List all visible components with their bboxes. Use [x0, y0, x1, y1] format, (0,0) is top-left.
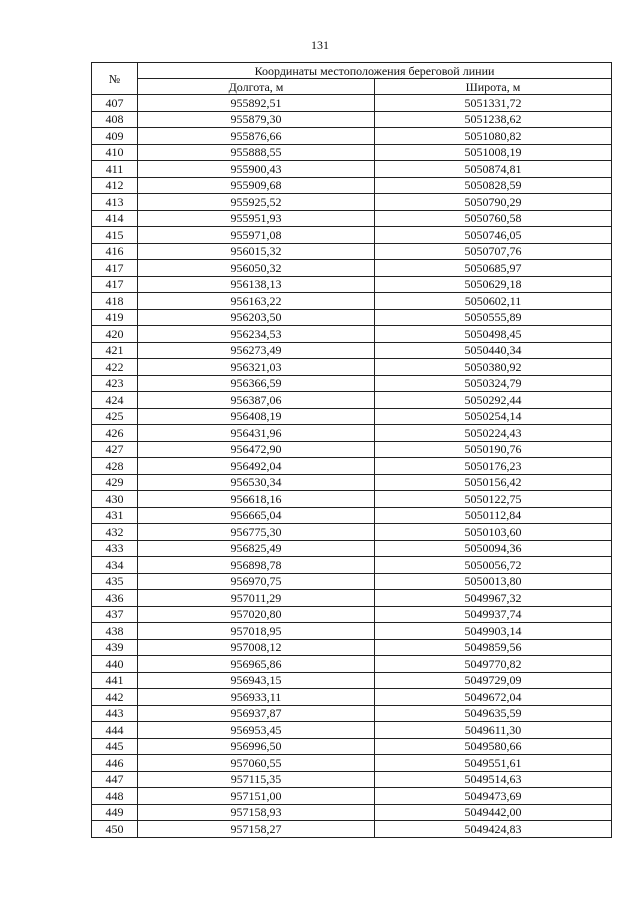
latitude-cell: 5050707,76	[375, 243, 612, 260]
longitude-cell: 955900,43	[138, 161, 375, 178]
table-row	[92, 606, 612, 623]
longitude-cell: 957115,35	[138, 771, 375, 788]
table-row	[92, 194, 612, 211]
point-number-cell: 417	[92, 260, 138, 277]
longitude-cell: 956050,32	[138, 260, 375, 277]
latitude-cell: 5049442,00	[375, 804, 612, 821]
point-number-cell: 417	[92, 276, 138, 293]
table-row	[92, 491, 612, 508]
longitude-cell: 956898,78	[138, 557, 375, 574]
longitude-cell: 955888,55	[138, 144, 375, 161]
longitude-cell: 957018,95	[138, 623, 375, 640]
longitude-cell: 957060,55	[138, 755, 375, 772]
table-row	[92, 524, 612, 541]
table-row	[92, 474, 612, 491]
table-row	[92, 672, 612, 689]
table-row	[92, 359, 612, 376]
point-number-cell: 439	[92, 639, 138, 656]
longitude-cell: 956366,59	[138, 375, 375, 392]
longitude-cell: 955925,52	[138, 194, 375, 211]
latitude-cell: 5050629,18	[375, 276, 612, 293]
point-number-cell: 447	[92, 771, 138, 788]
coordinates-group-header: Координаты местоположения береговой линии	[138, 63, 612, 79]
point-number-cell: 422	[92, 359, 138, 376]
table-row	[92, 161, 612, 178]
longitude-cell: 956825,49	[138, 540, 375, 557]
latitude-cell: 5050094,36	[375, 540, 612, 557]
point-number-cell: 416	[92, 243, 138, 260]
longitude-cell: 956530,34	[138, 474, 375, 491]
table-row	[92, 243, 612, 260]
table-row	[92, 144, 612, 161]
table-row	[92, 788, 612, 805]
table-row	[92, 375, 612, 392]
point-number-cell: 435	[92, 573, 138, 590]
point-number-cell: 450	[92, 821, 138, 838]
table-row	[92, 507, 612, 524]
longitude-cell: 956665,04	[138, 507, 375, 524]
table-row	[92, 260, 612, 277]
point-number-cell: 434	[92, 557, 138, 574]
latitude-cell: 5050190,76	[375, 441, 612, 458]
table-header	[92, 63, 612, 95]
latitude-cell: 5050176,23	[375, 458, 612, 475]
point-number-cell: 449	[92, 804, 138, 821]
table-row	[92, 177, 612, 194]
longitude-cell: 956234,53	[138, 326, 375, 343]
point-number-cell: 441	[92, 672, 138, 689]
point-number-cell: 444	[92, 722, 138, 739]
latitude-cell: 5049424,83	[375, 821, 612, 838]
latitude-cell: 5050156,42	[375, 474, 612, 491]
point-number-cell: 429	[92, 474, 138, 491]
latitude-cell: 5050224,43	[375, 425, 612, 442]
point-number-cell: 430	[92, 491, 138, 508]
longitude-cell: 956943,15	[138, 672, 375, 689]
latitude-cell: 5051238,62	[375, 111, 612, 128]
longitude-cell: 955879,30	[138, 111, 375, 128]
longitude-cell: 956618,16	[138, 491, 375, 508]
table-row	[92, 623, 612, 640]
point-number-cell: 418	[92, 293, 138, 310]
point-number-cell: 413	[92, 194, 138, 211]
point-number-cell: 443	[92, 705, 138, 722]
latitude-cell: 5050498,45	[375, 326, 612, 343]
table-row	[92, 639, 612, 656]
latitude-cell: 5051008,19	[375, 144, 612, 161]
longitude-cell: 957151,00	[138, 788, 375, 805]
point-number-cell: 411	[92, 161, 138, 178]
point-number-cell: 421	[92, 342, 138, 359]
table-row	[92, 804, 612, 821]
page-number: 131	[311, 38, 329, 52]
latitude-cell: 5050112,84	[375, 507, 612, 524]
longitude-cell: 955909,68	[138, 177, 375, 194]
longitude-cell: 956163,22	[138, 293, 375, 310]
latitude-cell: 5050324,79	[375, 375, 612, 392]
point-number-cell: 437	[92, 606, 138, 623]
table-row	[92, 573, 612, 590]
table-row	[92, 656, 612, 673]
table-row	[92, 326, 612, 343]
table-body	[92, 95, 612, 838]
latitude-cell: 5049967,32	[375, 590, 612, 607]
latitude-cell: 5050874,81	[375, 161, 612, 178]
point-number-cell: 436	[92, 590, 138, 607]
point-number-cell: 407	[92, 95, 138, 112]
coordinates-table	[91, 62, 612, 838]
longitude-cell: 956933,11	[138, 689, 375, 706]
longitude-cell: 956015,32	[138, 243, 375, 260]
latitude-cell: 5050760,58	[375, 210, 612, 227]
point-number-cell: 412	[92, 177, 138, 194]
longitude-cell: 956203,50	[138, 309, 375, 326]
longitude-cell: 956492,04	[138, 458, 375, 475]
latitude-cell: 5049580,66	[375, 738, 612, 755]
table-row	[92, 309, 612, 326]
longitude-cell: 955892,51	[138, 95, 375, 112]
longitude-cell: 955876,66	[138, 128, 375, 145]
longitude-cell: 957020,80	[138, 606, 375, 623]
longitude-cell: 955951,93	[138, 210, 375, 227]
latitude-cell: 5050103,60	[375, 524, 612, 541]
point-number-cell: 431	[92, 507, 138, 524]
point-number-cell: 410	[92, 144, 138, 161]
table-row	[92, 425, 612, 442]
latitude-cell: 5050440,34	[375, 342, 612, 359]
longitude-cell: 956775,30	[138, 524, 375, 541]
longitude-cell: 956387,06	[138, 392, 375, 409]
latitude-cell: 5049514,63	[375, 771, 612, 788]
latitude-cell: 5050828,59	[375, 177, 612, 194]
table-row	[92, 128, 612, 145]
longitude-cell: 956937,87	[138, 705, 375, 722]
longitude-cell: 956321,03	[138, 359, 375, 376]
latitude-cell: 5049473,69	[375, 788, 612, 805]
latitude-cell: 5049937,74	[375, 606, 612, 623]
latitude-cell: 5049903,14	[375, 623, 612, 640]
point-number-cell: 408	[92, 111, 138, 128]
point-number-cell: 428	[92, 458, 138, 475]
latitude-cell: 5050380,92	[375, 359, 612, 376]
table-row	[92, 392, 612, 409]
point-number-cell: 415	[92, 227, 138, 244]
longitude-cell: 956970,75	[138, 573, 375, 590]
longitude-cell: 956965,86	[138, 656, 375, 673]
longitude-cell: 956431,96	[138, 425, 375, 442]
latitude-column-header: Широта, м	[375, 79, 612, 95]
number-column-header: №	[92, 63, 138, 95]
latitude-cell: 5051331,72	[375, 95, 612, 112]
longitude-cell: 957011,29	[138, 590, 375, 607]
latitude-cell: 5050056,72	[375, 557, 612, 574]
table-row	[92, 705, 612, 722]
point-number-cell: 427	[92, 441, 138, 458]
latitude-cell: 5050292,44	[375, 392, 612, 409]
latitude-cell: 5050602,11	[375, 293, 612, 310]
point-number-cell: 442	[92, 689, 138, 706]
latitude-cell: 5049770,82	[375, 656, 612, 673]
table-row	[92, 441, 612, 458]
latitude-cell: 5049635,59	[375, 705, 612, 722]
table-row	[92, 458, 612, 475]
table-row	[92, 342, 612, 359]
latitude-cell: 5051080,82	[375, 128, 612, 145]
latitude-cell: 5049611,30	[375, 722, 612, 739]
point-number-cell: 426	[92, 425, 138, 442]
point-number-cell: 419	[92, 309, 138, 326]
table-row	[92, 689, 612, 706]
point-number-cell: 440	[92, 656, 138, 673]
table-row	[92, 821, 612, 838]
longitude-cell: 957158,93	[138, 804, 375, 821]
longitude-cell: 956408,19	[138, 408, 375, 425]
latitude-cell: 5050254,14	[375, 408, 612, 425]
point-number-cell: 438	[92, 623, 138, 640]
point-number-cell: 414	[92, 210, 138, 227]
table-row	[92, 227, 612, 244]
table-row	[92, 771, 612, 788]
table-row	[92, 755, 612, 772]
table-row	[92, 738, 612, 755]
point-number-cell: 446	[92, 755, 138, 772]
longitude-cell: 956472,90	[138, 441, 375, 458]
longitude-cell: 956138,13	[138, 276, 375, 293]
point-number-cell: 425	[92, 408, 138, 425]
longitude-column-header: Долгота, м	[138, 79, 375, 95]
table-row	[92, 540, 612, 557]
table-row	[92, 111, 612, 128]
table-row	[92, 722, 612, 739]
point-number-cell: 433	[92, 540, 138, 557]
longitude-cell: 956953,45	[138, 722, 375, 739]
longitude-cell: 956996,50	[138, 738, 375, 755]
table-row	[92, 293, 612, 310]
table-row	[92, 95, 612, 112]
longitude-cell: 955971,08	[138, 227, 375, 244]
point-number-cell: 424	[92, 392, 138, 409]
longitude-cell: 957158,27	[138, 821, 375, 838]
latitude-cell: 5050122,75	[375, 491, 612, 508]
table-row	[92, 210, 612, 227]
latitude-cell: 5049551,61	[375, 755, 612, 772]
longitude-cell: 956273,49	[138, 342, 375, 359]
table-row	[92, 590, 612, 607]
point-number-cell: 420	[92, 326, 138, 343]
point-number-cell: 445	[92, 738, 138, 755]
latitude-cell: 5050555,89	[375, 309, 612, 326]
point-number-cell: 432	[92, 524, 138, 541]
point-number-cell: 448	[92, 788, 138, 805]
latitude-cell: 5049729,09	[375, 672, 612, 689]
latitude-cell: 5050685,97	[375, 260, 612, 277]
latitude-cell: 5050790,29	[375, 194, 612, 211]
point-number-cell: 423	[92, 375, 138, 392]
latitude-cell: 5050746,05	[375, 227, 612, 244]
table-row	[92, 276, 612, 293]
latitude-cell: 5049672,04	[375, 689, 612, 706]
point-number-cell: 409	[92, 128, 138, 145]
latitude-cell: 5049859,56	[375, 639, 612, 656]
table-row	[92, 408, 612, 425]
latitude-cell: 5050013,80	[375, 573, 612, 590]
longitude-cell: 957008,12	[138, 639, 375, 656]
table-row	[92, 557, 612, 574]
